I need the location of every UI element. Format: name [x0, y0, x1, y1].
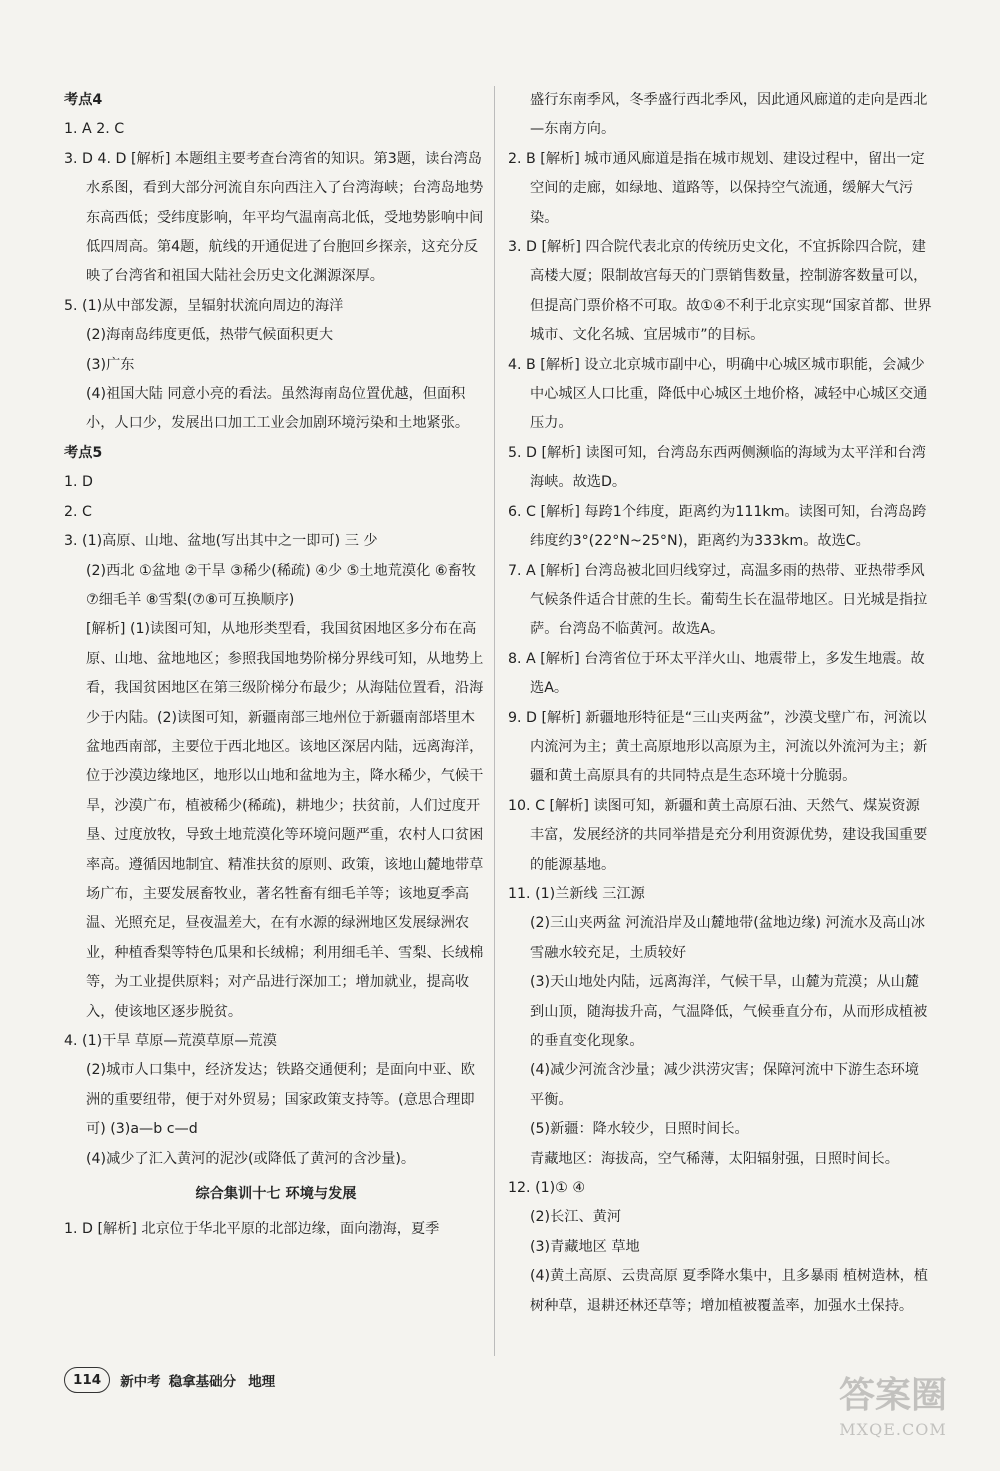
watermark-url: MXQE.COM [839, 1420, 947, 1439]
answer-line: 12. (1)① ④ [508, 1180, 586, 1197]
answer-line: 3. (1)高原、山地、盆地(写出其中之一即可) 三 少 [64, 533, 378, 550]
answer-line: 9. D [解析] 新疆地形特征是“三山夹两盆”，沙漠戈壁广布，河流以内流河为主；黄土高原地形以高原为主，河流以外流河为主；新疆和黄土高原具有的共同特点是生态环境十分脆弱。 [508, 709, 928, 785]
answer-line: 6. C [解析] 每跨1个纬度，距离约为111km。读图可知，台湾岛跨纬度约3°(22°N~25°N)，距离约为333km。故选C。 [508, 503, 927, 550]
answer-line: 4. B [解析] 设立北京城市副中心，明确中心城区城市职能，会减少中心城区人口比重，降低中心城区土地价格，减轻中心城区交通压力。 [508, 356, 928, 432]
answer-line: 3. D 4. D [解析] 本题组主要考查台湾省的知识。第3题，读台湾岛水系图，看到大部分河流自东向西注入了台湾海峡；台湾岛地势东高西低；受纬度影响，年平均气温南高北低，受地势影响中间低四周高。第4题，航线的开通促进了台胞回乡探亲，这充分反映了台湾省和祖国大陆社会历史文化渊源深厚。 [64, 150, 484, 285]
answer-line: 1. A 2. C [64, 121, 125, 138]
page-footer [64, 1366, 275, 1394]
left-column [64, 86, 488, 1245]
answer-line: 盛行东南季风，冬季盛行西北季风，因此通风廊道的走向是西北—东南方向。 [530, 92, 928, 138]
answer-line: 4. (1)干旱 草原—荒漠草原—荒漠 [64, 1033, 277, 1049]
watermark-logo [828, 1370, 958, 1460]
answer-line: (4)祖国大陆 同意小亮的看法。虽然海南岛位置优越，但面积小，人口少，发展出口加工工业会加剧环境污染和土地紧张。 [86, 386, 470, 432]
answer-line: 3. D [解析] 四合院代表北京的传统历史文化，不宜拆除四合院，建高楼大厦；限制故宫每天的门票销售数量，控制游客数量可以，但提高门票价格不可取。故①④不利于北京实现“国家首都、世界城市、文化名城、宜居城市”的目标。 [508, 239, 932, 344]
answer-line: (2)西北 ①盆地 ②干旱 ③稀少(稀疏) ④少 ⑤土地荒漠化 ⑥畜牧 ⑦细毛羊 ⑧雪梨(⑦⑧可互换顺序) [86, 562, 476, 608]
answer-line: (5)新疆：降水较少，日照时间长。 [530, 1121, 749, 1138]
answer-line: 1. D [64, 474, 93, 491]
page-number: 114 [64, 1367, 110, 1393]
answer-line: 10. C [解析] 读图可知，新疆和黄土高原石油、天然气、煤炭资源丰富，发展经济的共同举措是充分利用资源优势，建设我国重要的能源基地。 [508, 797, 928, 873]
series-name: 新中考 [120, 1374, 161, 1390]
answer-line: (2)长江、黄河 [530, 1209, 622, 1226]
answer-line: (4)减少河流含沙量；减少洪涝灾害；保障河流中下游生态环境平衡。 [530, 1062, 919, 1108]
answer-line: [解析] (1)读图可知，从地形类型看，我国贫困地区多分布在高原、山地、盆地地区；参照我国地势阶梯分界线可知，从地势上看，我国贫困地区在第三级阶梯分布最少；从海陆位置看，沿海少于内陆。(2)读图可知，新疆南部三地州位于新疆南部塔里木盆地西南部，主要位于西北地区。该地区深居内陆，远离海洋，位于沙漠边缘地区，地形以山地和盆地为主，降水稀少，气候干旱，沙漠广布，植被稀少(稀疏)，耕地少；扶贫前，人们过度开垦、过度放牧，导致土地荒漠化等环境问题严重，农村人口贫困率高。遵循因地制宜、精准扶贫的原则、政策，该地山麓地带草场广布，主要发展畜牧业，著名牲畜有细毛羊等；该地夏季高温、光照充足，昼夜温差大，在有水源的绿洲地区发展绿洲农业，种植香梨等特色瓜果和长绒棉；利用细毛羊、雪梨、长绒棉等，为工业提供原料；对产品进行深加工；增加就业，提高收入，使该地区逐步脱贫。 [86, 621, 484, 1020]
watermark-text: 答案圈 [838, 1374, 947, 1416]
answer-line: (2)三山夹两盆 河流沿岸及山麓地带(盆地边缘) 河流水及高山冰雪融水较充足，土质较好 [530, 915, 925, 961]
answer-line: 1. D [解析] 北京位于华北平原的北部边缘，面向渤海，夏季 [64, 1221, 440, 1238]
chapter-title: 综合集训十七 环境与发展 [195, 1186, 357, 1203]
series-subtitle: 稳拿基础分 [168, 1374, 237, 1390]
section-heading: 考点5 [64, 444, 103, 461]
column-divider [494, 86, 495, 1356]
answer-line: (2)城市人口集中，经济发达；铁路交通便利；是面向中亚、欧洲的重要纽带，便于对外贸易；国家政策支持等。(意思合理即可) (3)a—b c—d [86, 1062, 475, 1138]
answer-line: 青藏地区：海拔高，空气稀薄，太阳辐射强，日照时间长。 [530, 1150, 899, 1167]
answer-line: (3)广东 [86, 356, 135, 373]
answer-line: 8. A [解析] 台湾省位于环太平洋火山、地震带上，多发生地震。故选A。 [508, 650, 925, 697]
subject-label: 地理 [248, 1374, 276, 1390]
answer-line: 11. (1)兰新线 三江源 [508, 885, 645, 902]
answer-line: (4)减少了汇入黄河的泥沙(或降低了黄河的含沙量)。 [86, 1150, 416, 1167]
answer-line: (2)海南岛纬度更低，热带气候面积更大 [86, 327, 334, 344]
answer-line: 2. B [解析] 城市通风廊道是指在城市规划、建设过程中，留出一定空间的走廊，如绿地、道路等，以保持空气流通，缓解大气污染。 [508, 150, 925, 226]
answer-line: 5. (1)从中部发源，呈辐射状流向周边的海洋 [64, 297, 344, 314]
answer-line: 5. D [解析] 读图可知，台湾岛东西两侧濒临的海域为太平洋和台湾海峡。故选D。 [508, 444, 926, 491]
answer-line: (3)青藏地区 草地 [530, 1238, 640, 1255]
answer-line: (4)黄土高原、云贵高原 夏季降水集中，且多暴雨 植树造林，植树种草，退耕还林还草等；增加植被覆盖率，加强水土保持。 [530, 1268, 928, 1314]
section-heading: 考点4 [64, 92, 103, 108]
answer-line: (3)天山地处内陆，远离海洋，气候干旱，山麓为荒漠；从山麓到山顶，随海拔升高，气温降低，气候垂直分布，从而形成植被的垂直变化现象。 [530, 974, 928, 1049]
answer-line: 2. C [64, 503, 92, 520]
right-column [508, 86, 932, 1321]
answer-line: 7. A [解析] 台湾岛被北回归线穿过，高温多雨的热带、亚热带季风气候条件适合甘蔗的生长。葡萄生长在温带地区。日光城是指拉萨。台湾岛不临黄河。故选A。 [508, 562, 928, 638]
